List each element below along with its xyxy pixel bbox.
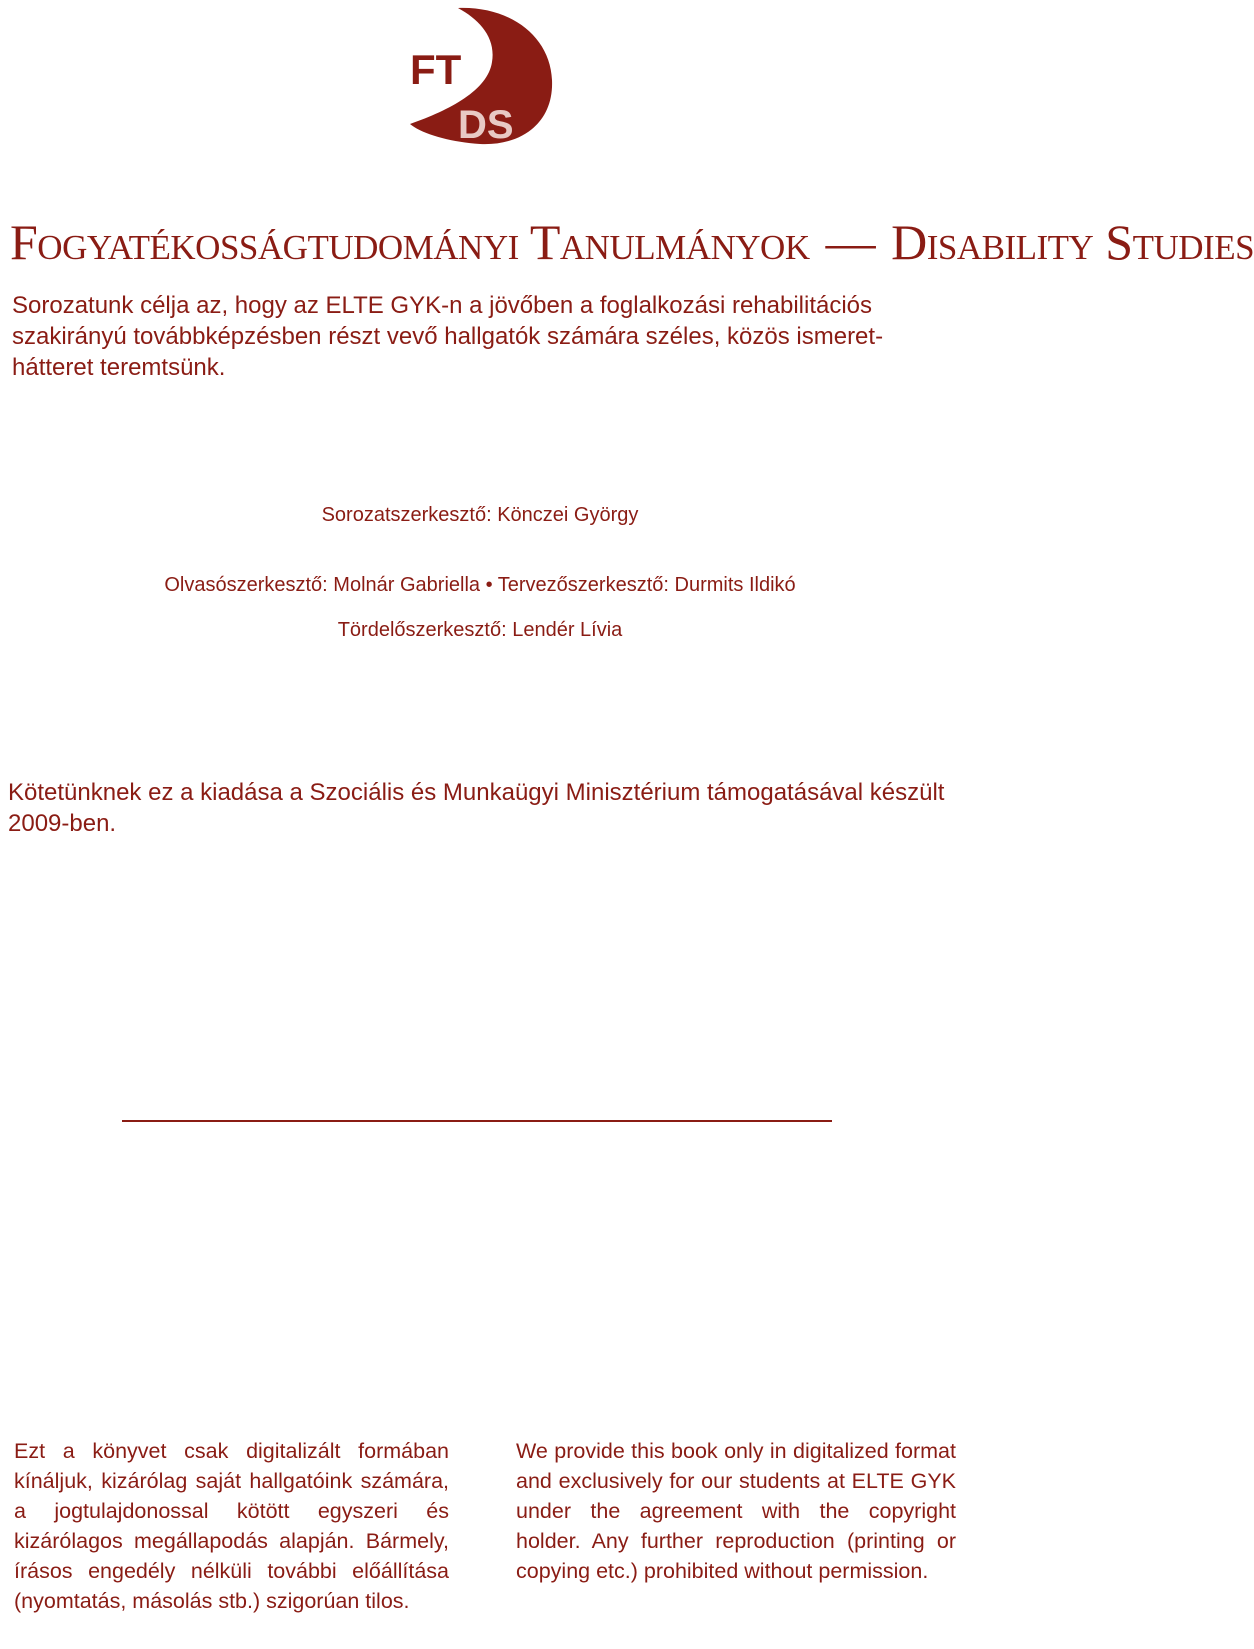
notice-hungarian: Ezt a könyvet csak digitalizált formában kínáljuk, kizárólag saját hallgatóink számára, a jogtulajdonossal kötött egyszeri és kizárólagos megállapodás alapján. Bármely, írásos engedély nélküli további előállítása (nyomtatás, másolás stb.) szigorúan tilos. <box>14 1439 449 1613</box>
support-statement: Kötetünknek ez a kiadása a Szociális és Munkaügyi Minisztérium támogatásával készült 2009-ben. <box>8 779 945 837</box>
ftds-logo <box>410 6 570 154</box>
typesetter-credit: Tördelőszerkesztő: Lendér Lívia <box>337 619 623 641</box>
series-title <box>10 214 1254 270</box>
series-editor-credit: Sorozatszerkesztő: Könczei György <box>321 504 639 526</box>
logo-text-ft: FT <box>410 46 462 93</box>
series-title-separator: — <box>825 214 876 270</box>
editors-credit: Olvasószerkesztő: Molnár Gabriella • Tervezőszerkesztő: Durmits Ildikó <box>164 574 796 596</box>
logo-text-ds: DS <box>458 103 514 147</box>
series-title-en: Disability Studies <box>891 214 1254 270</box>
notice-english: We provide this book only in digitalized format and exclusively for our students at ELTE GYK under the agreement with the copyright holder. Any further reproduction (printing or copying etc.) prohibited without permission. <box>516 1439 956 1583</box>
series-title-hu: Fogyatékosságtudományi Tanulmányok <box>10 214 810 270</box>
divider-rule <box>122 1120 832 1122</box>
series-intro: Sorozatunk célja az, hogy az ELTE GYK-n a jövőben a foglalkozási rehabilitációs szakirányú továbbképzésben részt vevő hallgatók számára széles, közös ismerethátteret teremtsünk. <box>12 292 884 381</box>
